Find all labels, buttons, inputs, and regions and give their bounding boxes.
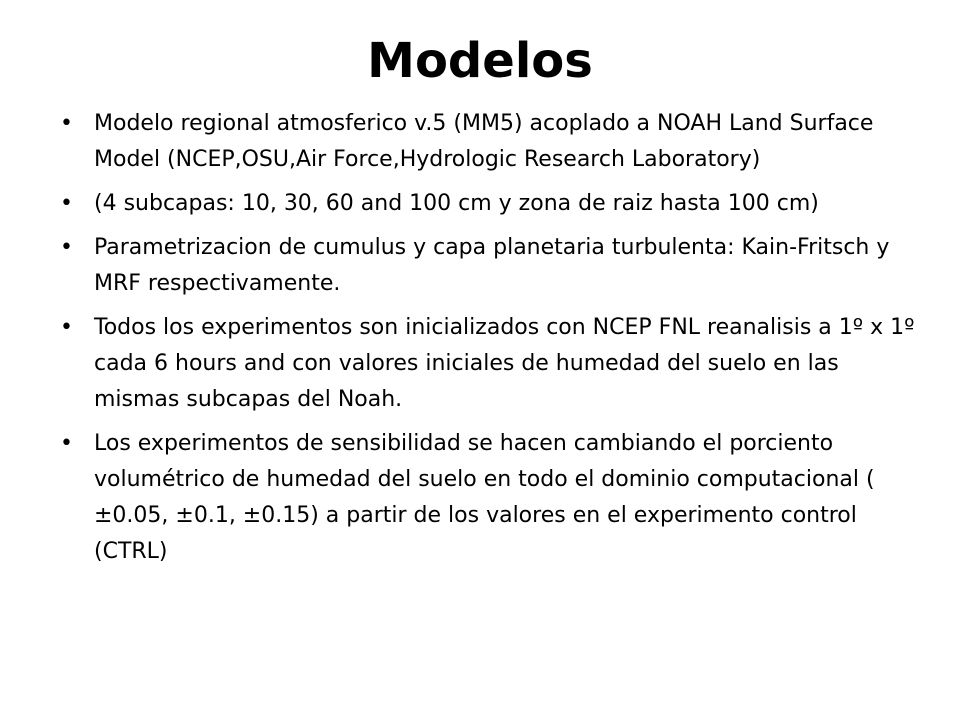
bullet-icon: • (60, 235, 73, 260)
bullet-icon: • (60, 191, 73, 216)
bullet-item-model (60, 106, 920, 178)
bullet-icon: • (60, 111, 73, 136)
bullet-text: Todos los experimentos son inicializados con NCEP FNL reanalisis a 1º x 1º cada 6 hours and con valores iniciales de humedad del suelo en las mismas subcapas del Noah. (94, 315, 915, 412)
bullet-text: (4 subcapas: 10, 30, 60 and 100 cm y zona de raiz hasta 100 cm) (94, 191, 819, 216)
slide-title: Modelos (367, 33, 593, 89)
bullet-icon: • (60, 315, 73, 340)
bullet-item-initialization (60, 310, 920, 418)
bullet-icon: • (60, 431, 73, 456)
bullet-text: Parametrizacion de cumulus y capa planetaria turbulenta: Kain-Fritsch y MRF respectivamente. (94, 235, 890, 296)
bullet-text: Los experimentos de sensibilidad se hacen cambiando el porciento volumétrico de humedad del suelo en todo el dominio computacional ( ±0.05, ±0.1, ±0.15) a partir de los valores en el experimento control (CTRL) (94, 431, 875, 564)
bullet-item-sensitivity (60, 426, 920, 570)
bullet-list (60, 106, 920, 578)
bullet-item-layers (60, 186, 920, 222)
bullet-item-parametrization (60, 230, 920, 302)
bullet-text: Modelo regional atmosferico v.5 (MM5) acoplado a NOAH Land Surface Model (NCEP,OSU,Air Force,Hydrologic Research Laboratory) (94, 111, 874, 172)
